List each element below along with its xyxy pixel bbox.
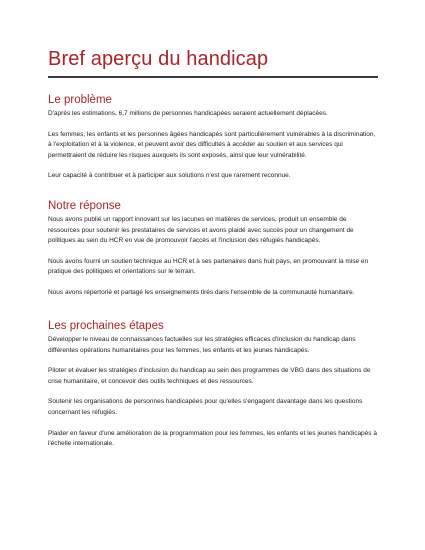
section-prochaines-etapes: [48, 320, 378, 460]
paragraph: Développer le niveau de connaissances factuelles sur les stratégies efficaces d'inclusion du handicap dans différentes opérations humanitaires pour les femmes, les enfants et les jeunes handicapés.: [48, 336, 356, 354]
section-le-probleme: [48, 94, 378, 192]
section-heading: Les prochaines étapes: [48, 320, 164, 332]
paragraph: Les femmes, les enfants et les personnes âgées handicapés sont particulièrement vulnérables à la discrimination, à l'exploitation et à la violence, et peuvent avoir des difficultés à accéder au soutien et aux services qui permettraient de réduire les risques auxquels ils sont exposés, ainsi que leur vulnérabilité.: [48, 130, 376, 159]
section-notre-reponse: [48, 200, 378, 309]
paragraph: Nous avons répertorié et partagé les enseignements tirés dans l'ensemble de la communauté humanitaire.: [48, 288, 355, 296]
section-heading: Le problème: [48, 94, 112, 106]
document-title: Bref aperçu du handicap: [48, 48, 269, 70]
paragraph: Piloter et évaluer les stratégies d'inclusion du handicap au sein des programmes de VBG dans des situations de crise humanitaire, et concevoir des outils techniques et des ressources.: [48, 367, 371, 385]
paragraph: Leur capacité à contribuer et à participer aux solutions n'est que rarement reconnue.: [48, 172, 291, 180]
paragraph: Nous avons publié un rapport innovant sur les lacunes en matières de services, produit un ensemble de ressources pour soutenir les prestataires de services et avons plaidé avec succès pour un changement de politiques au sein du HCR en vue de promouvoir l'accès et l'inclusion des réfugiés handicapés.: [48, 216, 354, 245]
title-divider: [48, 76, 378, 78]
paragraph: Nous avons fourni un soutien technique au HCR et à ses partenaires dans huit pays, en promouvant la mise en pratique des politiques et orientations sur le terrain.: [48, 257, 369, 276]
paragraph: Soutenir les organisations de personnes handicapées pour qu'elles s'engagent davantage dans les questions concernant les réfugiés.: [48, 398, 363, 416]
section-heading: Notre réponse: [48, 200, 121, 212]
paragraph: D'après les estimations, 6,7 millions de personnes handicapées seraient actuellement déplacées.: [48, 110, 328, 117]
paragraph: Plaider en faveur d'une amélioration de la programmation pour les femmes, les enfants et les jeunes handicapés à l'échelle internationale.: [48, 429, 377, 448]
